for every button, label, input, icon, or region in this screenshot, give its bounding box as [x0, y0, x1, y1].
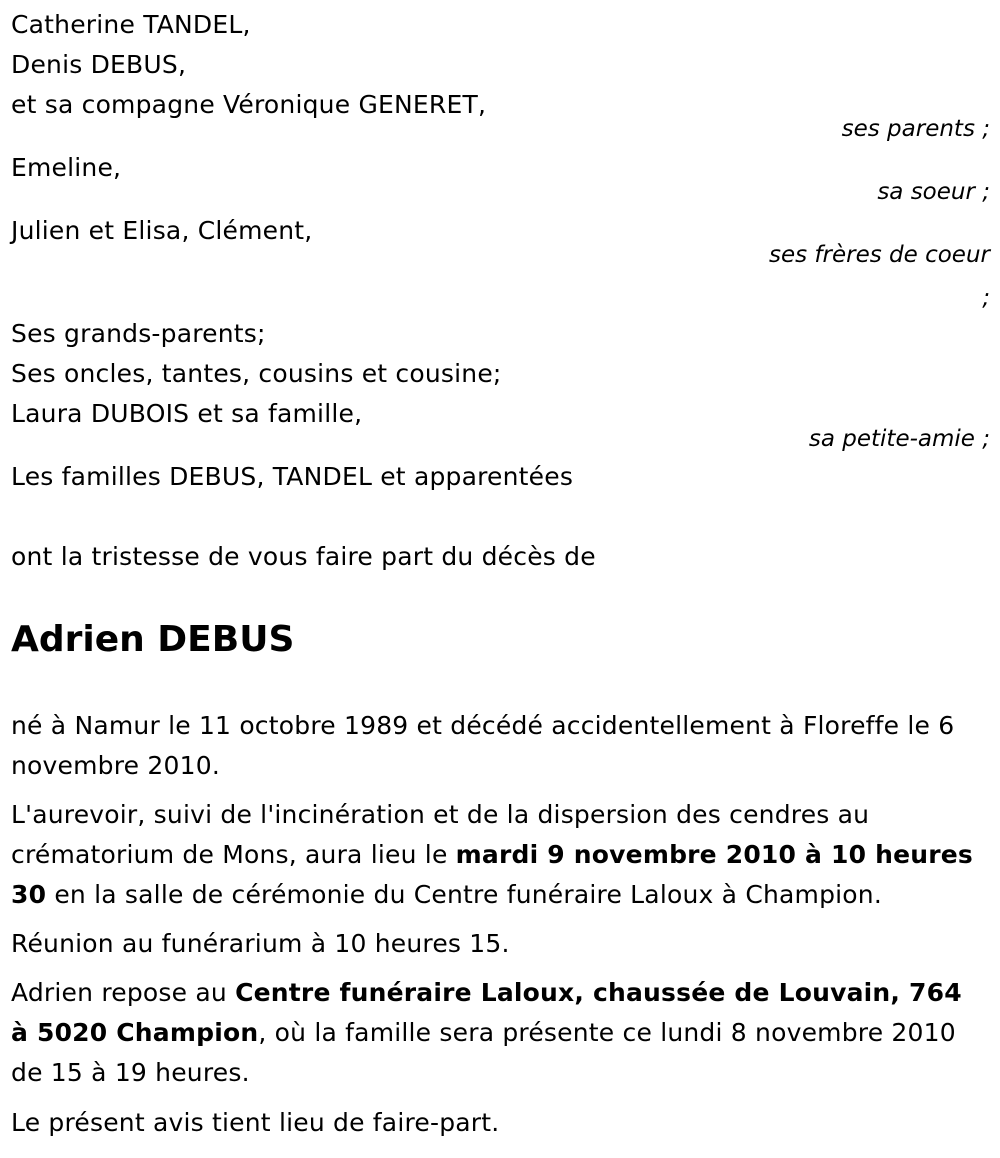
family-line-parent-mother: Catherine TANDEL, — [11, 10, 251, 39]
family-line-grandparents: Ses grands-parents; — [11, 319, 266, 348]
family-line-sister: Emeline, — [11, 153, 122, 182]
family-line-parent-father: Denis DEBUS, — [11, 50, 187, 79]
ceremony-text-start: L'aurevoir, suivi de l'incinération et de la dispersion des cendres au crématorium de Mons, aura lieu le — [11, 800, 870, 869]
birth-death-paragraph: né à Namur le 11 octobre 1989 et décédé accidentellement à Floreffe le 6 novembre 2010. — [11, 711, 955, 780]
rest-text-end: , où la famille sera présente ce lundi 8 novembre 2010 de 15 à 19 heures. — [11, 1018, 956, 1087]
ceremony-paragraph — [11, 795, 986, 915]
family-line-brothers: Julien et Elisa, Clément, — [11, 216, 313, 245]
rest-paragraph — [11, 973, 986, 1093]
role-sister: sa soeur ; — [877, 179, 990, 205]
rest-location: Centre funéraire Laloux, chaussée de Louvain, 764 à 5020 Champion — [11, 978, 962, 1047]
meeting-paragraph: Réunion au funérarium à 10 heures 15. — [11, 929, 510, 958]
ceremony-date-time: mardi 9 novembre 2010 à 10 heures 30 — [11, 840, 974, 909]
family-line-stepmother: et sa compagne Véronique GENERET, — [11, 90, 487, 119]
deceased-name: Adrien DEBUS — [11, 619, 295, 660]
rest-text-start: Adrien repose au — [11, 978, 236, 1007]
family-line-girlfriend: Laura DUBOIS et sa famille, — [11, 399, 363, 428]
role-brothers-end: ; — [982, 285, 990, 311]
announcement-text: ont la tristesse de vous faire part du décès de — [11, 542, 596, 571]
role-girlfriend: sa petite-amie ; — [808, 426, 990, 452]
family-line-uncles-aunts: Ses oncles, tantes, cousins et cousine; — [11, 359, 502, 388]
notice-paragraph: Le présent avis tient lieu de faire-part. — [11, 1108, 500, 1137]
role-parents: ses parents ; — [841, 116, 990, 142]
role-brothers: ses frères de coeur — [769, 242, 990, 268]
ceremony-text-end: en la salle de cérémonie du Centre funéraire Laloux à Champion. — [46, 880, 882, 909]
family-line-families: Les familles DEBUS, TANDEL et apparentées — [11, 462, 574, 491]
